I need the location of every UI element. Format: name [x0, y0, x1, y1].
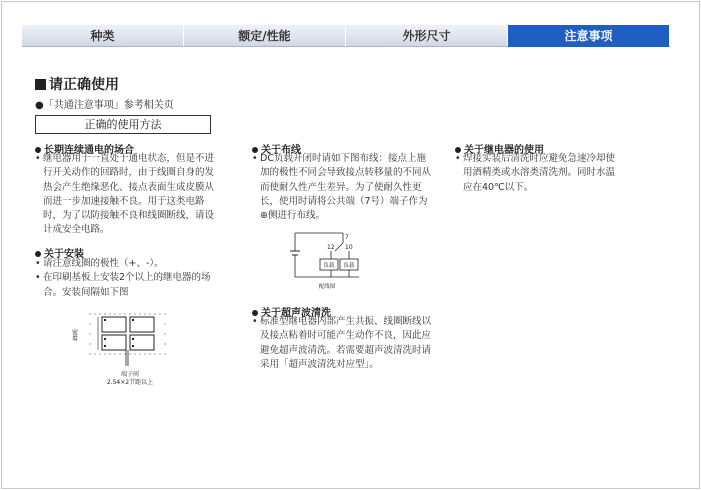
tab-precautions[interactable]: 注意事项 — [508, 25, 670, 47]
label-terminal: 端子间 — [120, 371, 140, 378]
label-adjacent: 密着 — [70, 329, 78, 341]
tab-bar — [22, 25, 670, 47]
wiring-caption: 配线图 — [318, 284, 336, 290]
label-load-2: 负载 — [343, 263, 355, 269]
label-load-1: 负载 — [323, 263, 335, 269]
heading-text: 关于布线 — [261, 145, 301, 156]
heading-text: 关于超声波清洗 — [261, 308, 331, 319]
reference-note: ●「共通注意事项」参考相关页 — [35, 100, 174, 111]
body-text: • 继电器用于一直处于通电状态，但是不进行开关动作的回路时，由于线圈自身的发热会产生绝缘恶化、接点表面生成皮膜从而进一步加速接触不良。用于这类电路时，为了以防接触不良和线圈断线，请设计成安全电路。 — [35, 152, 215, 238]
body-ultrasonic — [252, 315, 434, 372]
label-pitch: 2.54×2节距以上 — [106, 379, 154, 386]
tab-dimensions[interactable]: 外形尺寸 — [346, 25, 508, 47]
tab-types[interactable]: 种类 — [22, 25, 184, 47]
body-wiring — [252, 152, 434, 223]
page-title-text: 请正确使用 — [49, 77, 119, 93]
page-title — [35, 74, 119, 94]
heading-text: 关于继电器的使用 — [464, 145, 544, 156]
body-long-energize — [35, 152, 215, 238]
section-box-title: 正确的使用方法 — [35, 115, 211, 134]
wiring-diagram — [287, 229, 367, 295]
label-pin-7: 7 — [345, 234, 349, 241]
label-pin-10: 10 — [345, 244, 353, 251]
body-text: • DC负载开闭时请如下图布线：接点上施加的极性不同会导致接点转移量的不同从而使耐久性产生差异。为了使耐久性更长，使用时请将公共端（7号）端子作为⊕侧进行布线。 — [252, 152, 434, 223]
square-bullet-icon — [35, 79, 46, 90]
body-install — [35, 257, 219, 300]
tab-ratings[interactable]: 额定/性能 — [184, 25, 346, 47]
mounting-diagram — [68, 304, 188, 393]
heading-text: 关于安装 — [44, 249, 84, 260]
body-relay-use — [455, 152, 615, 195]
list-item: • 在印刷基板上安装2个以上的继电器的场合。安装间隔如下图 — [35, 271, 219, 300]
list-item: • 请注意线圈的极性（+、-）。 — [35, 257, 219, 271]
body-text: • 标准型继电器内部产生共振、线圈断线以及接点粘着时可能产生动作不良，因此应避免超声波清洗。若需要超声波清洗时请采用「超声波清洗对应型」。 — [252, 315, 434, 372]
heading-text: 长期连续通电的场合 — [44, 145, 134, 156]
body-text: • 焊接实装后清洗时应避免急速冷却使用酒精类或水溶类清洗剂。同时水温应在40℃以下。 — [455, 152, 615, 195]
label-pin-12: 12 — [327, 244, 335, 251]
